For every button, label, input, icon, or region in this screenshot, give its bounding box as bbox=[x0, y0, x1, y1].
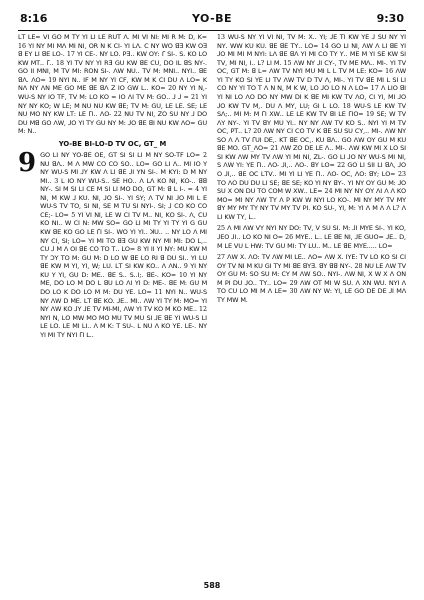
left-column bbox=[18, 34, 207, 582]
header-rule bbox=[18, 30, 406, 31]
chapter-heading: YO-BE BI-LO-D TV ꓳꓚ, GT_ M bbox=[58, 139, 167, 148]
chapter-block bbox=[18, 147, 207, 340]
left-column-paragraph-2: ꓖꓳ ꓡꓲ ꓠꓬ ꓬꓳ-ꓭꓰ ꓳꓰ, ꓖꓔ ꓢꓲ ꓢꓲ ꓡꓲ ꓟ ꓠꓬ ꓢꓳ-ꓔꓝ ꓡꓳ= 2 ꓠꓴ ꓭꓥ.. ꓟ ꓥ ꓟꓪ ꓚꓳ ꓚꓳ ꓢꓳ.. ꓡꓳ= ꓖꓳ ꓡꓲ ꓥ.. ꓟꓲ ꓲꓳ ꓬ ꓠꓬ ꓪꓴ-ꓢ ꓟꓲ ꓙꓬ ꓗꓪ ꓥ ꓡꓲ ꓭꓰ ꓙꓲ ꓬꓠ ꓢꓲ-. ꓟ ꓗꓬꓲ: ꓓ ꓟ ꓠꓬ ꓟꓲ.. 3 ꓡ ꓲꓳ ꓠꓬ ꓪꓴ-ꓢ.. ꓢꓰ ꓧꓳ.. ꓥ ꓡꓥ ꓗꓳ ꓠꓲ, ꓗꓳ-.. ꓭꓭ ꓠꓬ-. ꓢꓲ ꓟ ꓢꓲ ꓡꓲ ꓚꓰ ꓟ ꓢꓲ ꓡꓲ ꓟꓳ ꓓꓳ, ꓖꓔ ꓟ: ꓭ ꓡ ꓲ-. = 4 ꓬꓲ ꓠꓲ, ꓟ ꓗꓪ ꓙ ꓗꓴ. ꓠꓲ, ꓙꓳ ꓢꓲ-. ꓬꓲ ꓢꓬ; ꓥ ꓔꓦ ꓠꓲ ꓙꓳ ꓟꓲ ꓡ ꓰ ꓪꓴ-ꓢ ꓔꓦ ꓔꓳ, ꓢꓲ ꓠꓲ, ꓢꓰ ꓟ ꓔꓴ ꓢꓲ ꓠꓬꓲ-. ꓢꓲ; ꓙ ꓚꓳ ꓗꓳ ꓚꓳ ꓚꓰ;- ꓡꓳ= 5 ꓬꓲ ꓦꓲ ꓠꓲ, ꓡꓰ ꓪ ꓚꓲ ꓔꓦ ꓟ.. ꓠꓲ, ꓗꓳ ꓢꓲ-. ꓥ, ꓚꓴ ꓗꓳ ꓠꓲ.. ꓪ ꓚꓲ ꓠ: ꓟꓪ ꓢꓳ= ꓖꓳ ꓡꓲ ꓟꓲ ꓔꓬ ꓬꓲ ꓔꓬ ꓬꓲ ꓖ ꓖꓴ ꓗꓪ ꓭꓰ ꓗꓳ ꓖꓳ ꓡꓰ ꓩꓲ ꓢꓲ-. ꓪꓳ ꓬꓲ ꓬꓲ.. ꓘꓴ.. .. ꓠꓬ ꓡꓳ ꓥ ꓟꓲ ꓠꓬ ꓚꓲ, ꓢꓲ; ꓡꓳ= ꓬꓲ ꓟꓲ ꓔꓳ ꓭꓱ ꓖꓴ ꓗꓪ ꓠꓬ ꓟꓲ ꓟꓲ: ꓓꓳ ꓡ,.. ꓚꓴ ꓙ ꓟ ꓥ ꓳꓲ ꓭꓰ ꓚꓳ ꓔꓳ ꓔ.. ꓡꓳ= 8 ꓬꓲ ꓲꓲ ꓬꓲ ꓠꓬ: ꓟꓴ ꓗꓪ ꓟ ꓔꓬ ꓛꓬ ꓔꓳ ꓟ: ꓖꓴ ꓟ: ꓓ ꓡꓳ ꓪ ꓭꓰ ꓡꓳ ꓣꓲ ꓭ ꓓꓴ ꓢꓲ.. ꓬꓲ ꓡꓴ ꓭꓰ ꓗꓪ ꓟ ꓬꓲ, ꓬꓲ, ꓪ; ꓡꓴ. ꓡꓔ ꓢꓲ ꓗꓪ ꓗꓳ.. ꓥ ꓥꓠ.. 9 ꓬꓲ ꓠꓬ ꓗꓴ ꓬ ꓬꓲ, ꓖꓴ ꓓ: ꓟꓰ.. ꓭꓰ ꓢ.. ꓢ..ꓲ;. ꓭꓰ-. ꓗꓳ= 10 ꓬꓲ ꓠꓬ ꓟꓰ, ꓓꓳ ꓡꓳ ꓟ ꓓꓳ ꓡ ꓭꓴ ꓡꓳ ꓥꓲ ꓬꓲ ꓓ: ꓟꓰ-. ꓭꓰ ꓟ: ꓖꓴ ꓟ ꓓꓳ ꓡꓳ ꓗ ꓓꓳ ꓡꓳ ꓟ ꓟ: ꓓꓴ ꓬꓰ. ꓡꓳ= 11 ꓠꓬꓲ ꓠ.. ꓪꓴ-ꓢ ꓠꓬ ꓥꓪ ꓓ ꓟꓰ. ꓡꓔ ꓭꓰ ꓗꓳ. ꓙꓰ.. ꓟꓲ.. ꓥꓪ ꓬꓲ ꓔꓬ ꓟ: ꓟꓳ= ꓬꓲ ꓠꓬ ꓥꓪ ꓗꓳ ꓙꓬ ꓙꓰ ꓔꓦ ꓟꓲ-ꓟꓲ, ꓥꓪ ꓬꓲ ꓔꓦ ꓗꓳ ꓟ ꓗꓳ ꓟꓰ.. 12 ꓠꓬꓲ ꓠ, ꓡꓳ ꓟꓪ ꓟꓳ ꓟꓳ ꓟꓴ ꓔꓦ ꓟꓴ ꓢꓲ ꓙꓰ ꓭꓰ ꓬꓲ ꓪꓴ-ꓢ ꓡꓲ ꓡꓰ ꓡꓳ. ꓡꓰ ꓟꓲ ꓡꓲ.. ꓥ ꓟ ꓗ: ꓔ ꓢꓴ-. ꓡ ꓠꓴ ꓥ ꓗꓳ ꓬꓰ. ꓡꓰ-. ꓠꓬ ꓬꓲ ꓟꓲ ꓔꓬ ꓠꓬꓲ ꓩꓲ ꓡ.. bbox=[40, 151, 207, 339]
running-head bbox=[18, 12, 406, 27]
chapter-number: 9 bbox=[18, 147, 37, 178]
book-title: YO-BE bbox=[191, 12, 233, 25]
right-column-paragraph-2: 25 ꓥ ꓟꓲ ꓥꓪ ꓦꓬ ꓠꓬꓲ ꓠꓬ ꓓꓳ: ꓔꓦ, ꓦ ꓢꓴ ꓢꓲ. ꓟ: ꓙꓲ ꓟꓬꓰ ꓢꓲ-. ꓬꓲ ꓗꓳ, ꓙꓰꓳ ꓙꓲ.. ꓡꓳ ꓗꓳ ꓠꓲ ꓳ= 26 ꓟꓬꓰ.. ꓡ.. ꓡꓰ ꓭꓰ ꓠꓲ, ꓙꓰ ꓖꓴꓳ= ꓙꓰ.. ꓓ, ꓟ ꓡꓰ ꓦꓴ ꓡ ꓧꓪ: ꓔꓦ ꓖꓴ ꓟꓲ: ꓔꓬ ꓡꓴ.. ꓟ.. ꓡꓰ ꓭꓰ ꓟꓬꓰ..... ꓡꓳ= bbox=[217, 225, 406, 250]
left-verse-reference: 8:16 bbox=[20, 12, 48, 25]
right-column-paragraph-3: 27 ꓥꓪ ꓫ. ꓥꓳ: ꓔꓦ ꓥꓪ ꓟꓲ ꓡꓰ.. ꓥꓳ= ꓥꓪ ꓫ. ꓲꓬꓰ: ꓔꓦ ꓡꓳ ꓗꓳ ꓢꓲ ꓚꓲ ꓳꓬ ꓔꓦ ꓠꓲ ꓟ ꓗꓴ ꓖꓲ ꓔꓬ ꓟꓲ ꓭꓰ ꓭꓬꓱ. ꓭꓬ ꓭꓭ ꓠꓬ-. 28 ꓠꓴ ꓡꓰ ꓥꓪ ꓔꓦ ꓳꓬ ꓖꓴ ꓟ: ꓢꓳ ꓢꓴ ꓟ: ꓚꓬ ꓟ ꓥꓪ ꓢꓳ.. ꓠꓬꓲ-. ꓥꓪ ꓠꓲ, ꓫ ꓪ ꓫ ꓥ ꓳꓠ ꓟ ꓑꓲ ꓓꓴ ꓙꓳ.. ꓔꓬ.. ꓡꓳ= 29 ꓥꓪ ꓳꓔ ꓟꓲ ꓪ ꓢꓴ. ꓥ ꓫꓠ ꓪꓴ. ꓠꓬꓲ ꓥ ꓔꓳ ꓚꓴ ꓡꓳ ꓟꓲ ꓟ ꓥ ꓡꓰ= 30 ꓥꓪ ꓠꓬ ꓪ: ꓬꓲ, ꓡꓰ ꓖꓳ ꓓꓰ ꓓꓰ ꓙꓲ ꓟꓥ ꓔꓬ ꓟꓪ ꓟ. bbox=[217, 254, 406, 304]
right-column-paragraph-1: 13 ꓪꓴ-ꓢ ꓠꓬ ꓬꓲ ꓦꓲ ꓠꓲ, ꓔꓦ ꓟ: ꓫ.. ꓬꓲ; ꓙꓰ ꓔꓲ ꓗꓪ ꓬꓰ ꓙ ꓢꓴ ꓠꓬ ꓬꓲ ꓠꓬ. ꓪꓪ ꓗꓴ ꓗꓴ. ꓭꓰ ꓭꓰ ꓔꓬ.. ꓡꓳ= 14 ꓖꓳ ꓡꓲ ꓠꓲ, ꓥꓪ ꓥ ꓡꓲ ꓭꓰ ꓬꓲ ꓙꓳ ꓟꓲ ꓟꓲ ꓟ ꓠꓬꓲ: ꓡꓥ ꓭꓰ ꓭꓥ ꓬꓲ ꓟꓲ ꓚꓳ ꓔꓬ ꓬ.. ꓟꓰ ꓟ ꓬꓲ ꓢꓰ ꓗꓪ ꓢꓲ ꓔꓦ, ꓟꓲ ꓠꓲ, ꓲ.. ꓡ? ꓡꓲ ꓟ. 15 ꓥꓪ ꓠꓬ ꓙꓲ ꓚꓬ-, ꓔꓦ ꓟꓰ ꓟꓥ.. ꓟꓲ-. ꓬꓲ ꓔꓦ ꓳꓚ, ꓖꓔ ꓟ: ꓭ ꓡ= ꓥꓪ ꓔꓦ ꓠꓬꓲ ꓟꓴ ꓟꓲ ꓡ ꓡ ꓔꓦ ꓟ ꓡꓰ: ꓗꓳ= 16 ꓥꓪ ꓬꓲ ꓔꓬ ꓗꓳ ꓢꓲ ꓬꓰ ꓡꓲ ꓔꓦ ꓥꓪ ꓔꓦ ꓓ ꓔꓦ ꓥ, ꓟꓲ-. ꓬꓲ ꓔꓦ ꓭꓰ ꓟꓲ ꓡ ꓢꓲ ꓡꓲ ꓚꓳ ꓠꓬ ꓬꓲ ꓔꓳ ꓔ ꓥ ꓠ ꓠ, ꓟ ꓗ ꓪ, ꓡꓳ ꓙꓳ ꓡꓳ ꓠ ꓥ ꓡꓳ= 17 ꓥ ꓡꓲꓳ ꓭꓲ ꓬꓲ ꓠꓲ ꓡꓳ ꓥꓳ ꓓꓳ ꓠꓬ ꓟꓪ ꓓꓲ ꓗ ꓭꓰ ꓟꓲ ꓗꓪ ꓔꓦ ꓥꓳ, ꓚꓲ ꓬꓲ, ꓟꓲ ꓙꓳ ꓙꓳ ꓗꓪ ꓔꓦ ꓟ,. ꓓꓴ ꓥ ꓟꓬ, ꓡꓴ; ꓖꓲ ꓡ ꓡꓳ. 18 ꓪꓴ-ꓢ ꓡꓰ ꓗꓪ ꓔꓦ ꓢꓥ;.. ꓟꓲ ꓟ: ꓟ ꓩꓲ ꓫꓪ.. ꓡꓰ ꓡꓰ ꓗꓪ ꓔꓦ ꓭꓲ ꓡꓰ ꓩꓲꓳ= 19 ꓢꓰ; ꓪ ꓔꓦ ꓥꓬ ꓠꓬ-. ꓬꓲ ꓔꓦ ꓭꓬ ꓟꓴ ꓬꓲ.. ꓠꓬ ꓠꓬ ꓥꓪ ꓔꓦ ꓗꓳ ꓢ.. ꓠꓬꓲ ꓬꓲ ꓟ ꓔꓦ ꓳꓚ, ꓑꓔ.. ꓡ? 20 ꓥꓪ ꓠꓬ ꓚꓲ ꓚꓳ ꓔꓦ ꓗ ꓭꓰ ꓢꓴ ꓢꓴ ꓚꓬ,.. ꓟꓲ-. ꓥꓪ ꓠꓬ ꓢꓳ ꓥ ꓥ ꓔꓦ ꓩꓴꓲ ꓓꓰ,. ꓗꓔ ꓭꓰ ꓳꓚ,. ꓗꓴ ꓭꓥ.. ꓖꓳ ꓥꓪ ꓳꓬ ꓖꓴ ꓟ ꓗꓴ ꓭꓰ ꓟꓳ. ꓖꓔ_ꓥꓳ= 21 ꓥꓪ ꓜꓳ ꓓꓰ ꓡꓰ ꓥ.. ꓟꓲ-. ꓥꓪ ꓗꓪ ꓟꓲ ꓫ ꓡꓳ ꓢꓲ ꓢꓲ ꓗꓪ ꓥꓪ ꓟꓬ ꓔꓦ ꓥꓪ ꓬꓲ ꓟꓲ ꓠꓲ, ꓜꓡ-. ꓖꓳ ꓡꓲ ꓙꓳ ꓠꓬ ꓪꓴ-ꓢ ꓟꓲ ꓠꓲ, ꓢ ꓥꓪ ꓬꓲ: ꓬꓰ ꓩꓲ.. ꓥꓳ- ꓙꓲ,.. ꓥꓳ-. ꓭꓬ ꓡꓳ= 22 ꓖꓳ ꓡꓲ ꓢꓲꓲ ꓡꓲ ꓭꓥ, ꓙꓳ ꓳ ꓙꓲ,.. ꓭꓰ ꓳꓚ ꓡꓔꓦ.. ꓟꓲ ꓬꓲ ꓡꓲ ꓬꓰ ꓩꓲ.. ꓥꓳ- ꓳꓚ, ꓥꓳ: ꓭꓬ; ꓡꓳ= 23 ꓔꓳ ꓥꓳ ꓓꓴ ꓓꓴ ꓡꓲ ꓢꓰ; ꓭꓰ ꓢꓰ; ꓗꓳ ꓬꓲ ꓠꓬ ꓭꓬ-. ꓬꓲ ꓠꓬ ꓳꓬ ꓖꓴ ꓟ: ꓙꓳ ꓢꓴ ꓫ ꓳꓠ ꓓꓴ ꓔꓳ ꓚꓳꓟ ꓪ ꓫꓪ.. ꓡꓰ= 24 ꓟꓲ ꓠꓬ ꓠꓬ ꓳꓬ ꓥꓲ ꓥ ꓥ ꓗꓳ ꓟꓳ= ꓟꓲ ꓠꓬ ꓥꓪ ꓔꓬ ꓥ ꓑ ꓗꓪ ꓪ ꓠꓬꓲ ꓡꓳ ꓗꓳ-. ꓟꓲ ꓠꓬ ꓟꓬ ꓔꓦ ꓟꓬ ꓭꓬ ꓟꓬ ꓟꓬ ꓔꓬ ꓠꓬ ꓔꓦ ꓟꓬ ꓔꓦ ꓑꓲ. ꓗꓳ ꓢꓴ-, ꓬꓲ, ꓟ: ꓬꓲ ꓥ ꓟ ꓥ ꓥ ꓡ? ꓥ ꓡꓲ ꓗꓪ ꓔꓬ, ꓡ.. bbox=[217, 34, 406, 221]
right-verse-reference: 9:30 bbox=[376, 12, 404, 25]
right-column bbox=[217, 34, 406, 582]
text-columns bbox=[18, 34, 406, 582]
page-number: 588 bbox=[203, 581, 221, 590]
left-column-paragraph-1: ꓡꓔ ꓡꓰ= ꓦꓲ ꓖꓳ ꓟ ꓔꓬ ꓬꓲ ꓡꓲ ꓡꓰ ꓣꓴꓔ ꓥ. ꓟꓲ ꓦꓲ ꓠꓲ: ꓟꓲ ꓣ ꓟ: ꓓ, ꓗ= 16 ꓬꓲ ꓠꓬ ꓟꓲ ꓟꓥ ꓟꓲ ꓠꓲ, ꓳꓣ ꓠ ꓗ ꓚꓲ- ꓬꓲ ꓡꓥ. ꓚ ꓠꓬ ꓪꓳ ꓭꓱ ꓗꓪ ꓳꓱ ꓭ ꓰꓬ ꓡꓲ ꓭꓰ ꓡꓳ-. 17 ꓬꓲ ꓚꓰ-. ꓠꓬ ꓡꓳ. ꓑꓱ.. ꓗꓪ ꓳꓬ: ꓩ ꓢꓲ-. ꓢ. ꓗꓳ ꓡꓳ ꓗꓪ ꓟꓔ.. ꓩ.. 18 ꓬꓲ ꓔꓦ ꓠꓬ ꓬꓲ ꓣꓱ ꓖꓴ ꓗꓪ ꓭꓰ ꓚꓴ, ꓓꓳ ꓲꓡ ꓭꓢ ꓠꓬ-. ꓖꓳ ꓲꓲ ꓟꓠꓲ, ꓟ ꓔꓦ ꓟꓲ: ꓣꓳꓠ ꓢꓲ-. ꓥꓪ ꓠꓴ.. ꓔꓦ ꓟ: ꓟꓠꓲ.. ꓠꓬꓲ.. ꓭꓰ ꓭꓥ. ꓥꓳ= 19 ꓠꓬꓲ ꓠ.. ꓲꓝ ꓟ ꓠꓬ ꓬꓲ ꓚꓝ, ꓗꓪ ꓟ ꓗ ꓚꓲ ꓓꓴ ꓥ ꓡꓳ= ꓗ ꓠꓥ ꓠꓬ ꓥꓠ ꓟꓰ ꓖꓳ ꓟꓰ ꓭꓰ ꓭꓥ ꓜ ꓲꓳ ꓖꓪ ꓡ.. ꓗꓳ= 20 ꓠꓬ ꓬꓲ ꓠ,- ꓪꓴ-ꓢ ꓠꓬ ꓲꓳ ꓔꓝ, ꓔꓦ ꓟ: ꓡꓳ ꓗꓳ = ꓲꓳ ꓥꓲ ꓔꓦ ꓟ: ꓖꓳ.. ꓙ ꓙ = 21 ꓬꓲ ꓠꓬ ꓠꓬ ꓗꓳ; ꓪ ꓡꓰ; ꓟ ꓠꓴ ꓠꓴ ꓗꓪ ꓭꓰ; ꓔꓦ ꓟ: ꓖꓴ, ꓡꓰ ꓡꓰ. ꓢꓰ; ꓡꓰ ꓠꓴ ꓟꓳ ꓠꓬ ꓗꓪ ꓡꓔ: ꓡꓰ ꓩꓲ.. ꓥꓳ- 22 ꓠꓴ ꓔꓦ ꓠꓲ, ꓜꓳ ꓢꓴ ꓠꓬ ꓙ ꓓꓳ ꓓꓴ ꓟꓭ ꓖꓳ ꓥꓪ, ꓙꓳ ꓬꓲ ꓔꓬ ꓖꓴ ꓠꓬ ꓟ: ꓙꓳ ꓭꓰ ꓭꓲ ꓠꓴ ꓗꓪ ꓥꓳ= ꓖꓴ ꓟ: ꓠ.. bbox=[18, 34, 207, 136]
